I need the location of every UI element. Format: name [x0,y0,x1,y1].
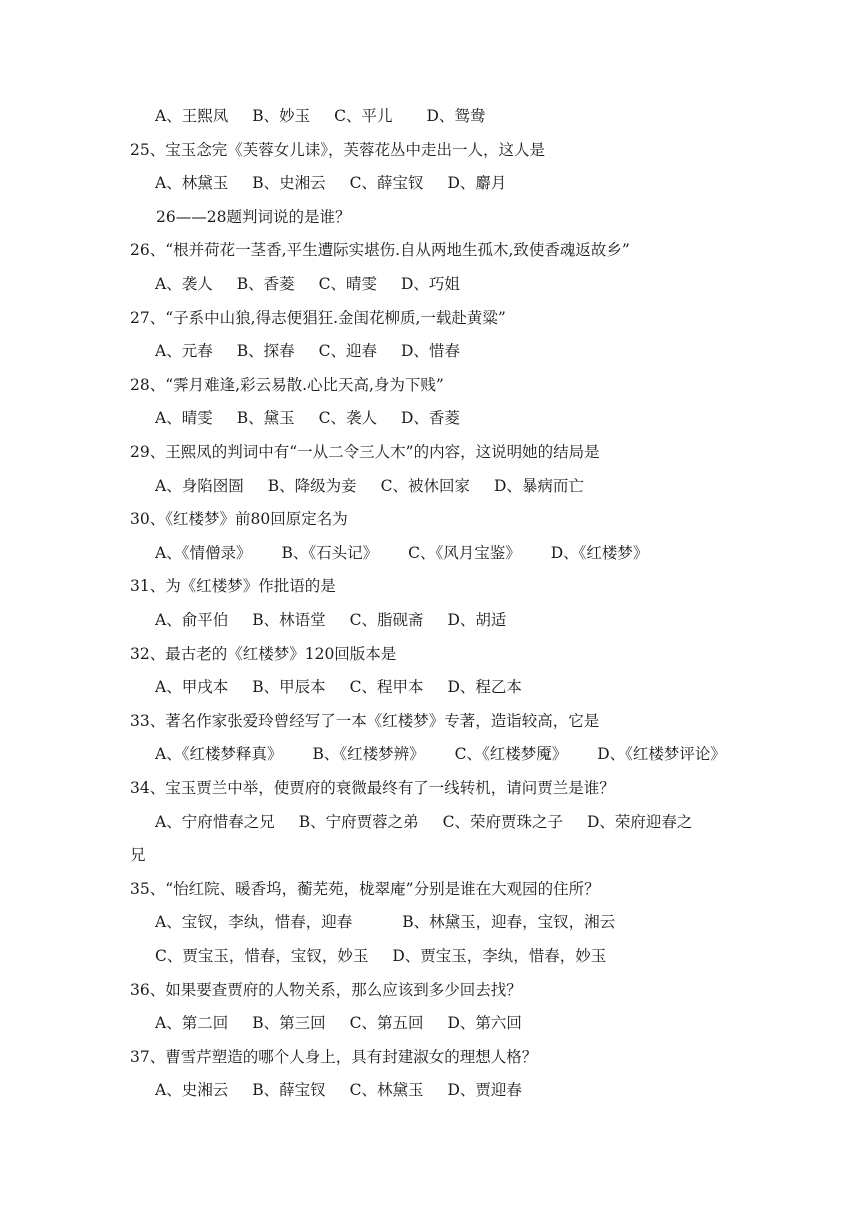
answer-option: A、《红楼梦释真》 [155,745,283,764]
answer-options [155,168,506,198]
answer-option: A、王熙凤 [155,107,229,125]
answer-options [155,672,522,702]
answer-options [155,807,692,837]
answer-option: D、贾迎春 [447,1081,522,1100]
answer-option: D、麝月 [447,174,507,193]
answer-options [155,538,648,568]
answer-option: B、林黛玉，迎春，宝钗，湘云 [402,913,616,932]
answer-options [155,941,606,971]
answer-option: D、巧姐 [400,275,460,293]
answer-option: B、《红楼梦辨》 [312,745,425,764]
answer-option: B、探春 [236,342,295,361]
answer-option: C、薛宝钗 [349,174,424,193]
answer-option: C、《红楼梦魇》 [454,745,568,764]
answer-option: A、第二回 [155,1014,229,1033]
answer-options [155,1008,522,1038]
answer-option: A、甲戌本 [155,678,229,697]
answer-options [155,605,506,635]
question-text: 36、如果要查贾府的人物关系，那么应该到多少回去找？ [130,980,522,999]
answer-option: A、史湘云 [155,1081,229,1100]
answer-option: D、荣府迎春之 [586,812,693,831]
answer-option: B、妙玉 [252,107,311,125]
question-text: 35、“怡红院、暖香坞，蘅芜苑，栊翠庵”分别是谁在大观园的住所？ [130,879,600,898]
answer-options [155,403,460,433]
answer-option: A、元春 [155,342,213,361]
answer-options [155,101,485,131]
answer-option: D、惜春 [400,342,460,361]
answer-option: C、脂砚斋 [349,611,424,629]
answer-option: C、荣府贾珠之子 [442,812,563,831]
answer-options [155,471,584,501]
answer-option: B、林语堂 [252,611,326,629]
answer-option: C、迎春 [318,342,377,361]
question-text: 28、“霁月难逢,彩云易散.心比天高,身为下贱” [130,375,444,394]
answer-option: A、晴雯 [155,409,213,428]
answer-option: A、林黛玉 [155,174,229,193]
wrapped-line: 兄 [130,846,146,865]
answer-option: D、胡适 [447,611,507,629]
answer-option: D、《红楼梦》 [550,543,649,562]
answer-option: A、袭人 [155,275,213,293]
answer-option: B、降级为妾 [267,476,357,495]
answer-option: B、史湘云 [252,174,326,193]
answer-option: C、贾宝玉，惜春，宝钗，妙玉 [155,947,369,965]
answer-option: A、身陷囹圄 [155,476,244,495]
question-text: 30、《红楼梦》前80回原定名为 [130,510,348,529]
answer-options [155,907,615,937]
answer-option: D、香菱 [400,409,460,428]
question-text: 37、曹雪芹塑造的哪个人身上，具有封建淑女的理想人格？ [130,1047,538,1066]
answer-option: C、晴雯 [318,275,377,293]
question-text: 31、为《红楼梦》作批语的是 [130,577,336,596]
answer-option: B、《石头记》 [281,543,379,562]
answer-option: B、黛玉 [236,409,295,428]
answer-option: D、程乙本 [447,678,522,697]
answer-option: A、宝钗，李纨，惜春，迎春 [155,913,353,932]
answer-options [155,336,460,366]
question-text: 25、宝玉念完《芙蓉女儿诔》，芙蓉花丛中走出一人，这人是 [130,140,545,159]
answer-option: C、林黛玉 [349,1081,424,1100]
answer-option: B、宁府贾蓉之弟 [298,812,419,831]
question-text: 34、宝玉贾兰中举，使贾府的衰微最终有了一线转机，请问贾兰是谁？ [130,779,615,797]
answer-option: C、平儿 [334,107,393,125]
answer-option: D、鸳鸯 [426,107,486,125]
answer-option: C、第五回 [349,1014,424,1033]
answer-option: D、《红楼梦评论》 [597,745,726,764]
question-text: 32、最古老的《红楼梦》120回版本是 [130,644,397,663]
answer-option: C、《风月宝鉴》 [408,543,521,562]
answer-option: A、《情僧录》 [155,543,252,562]
answer-option: B、甲辰本 [252,678,326,697]
question-text: 33、著名作家张爱玲曾经写了一本《红楼梦》专著，造诣较高，它是 [130,711,600,730]
answer-options [155,1075,522,1105]
question-text: 27、“子系中山狼,得志便猖狂.金闺花柳质,一载赴黄粱” [130,308,506,327]
answer-option: A、俞平伯 [155,611,229,629]
answer-options [155,739,726,769]
answer-option: D、暴病而亡 [493,476,584,495]
question-text: 26——28题判词说的是谁？ [156,207,351,226]
answer-option: B、香菱 [236,275,295,293]
answer-option: C、被休回家 [380,476,470,495]
answer-option: A、宁府惜春之兄 [155,812,275,831]
answer-option: C、袭人 [318,409,377,428]
answer-option: B、薛宝钗 [252,1081,326,1100]
answer-options [155,269,460,299]
answer-option: D、贾宝玉，李纨，惜春，妙玉 [392,947,607,965]
question-text: 26、“根并荷花一茎香,平生遭际实堪伤.自从两地生孤木,致使香魂返故乡” [130,241,630,260]
question-text: 29、王熙凤的判词中有“一从二令三人木”的内容，这说明她的结局是 [130,443,600,461]
answer-option: D、第六回 [447,1014,522,1033]
answer-option: B、第三回 [252,1014,326,1033]
answer-option: C、程甲本 [349,678,424,697]
